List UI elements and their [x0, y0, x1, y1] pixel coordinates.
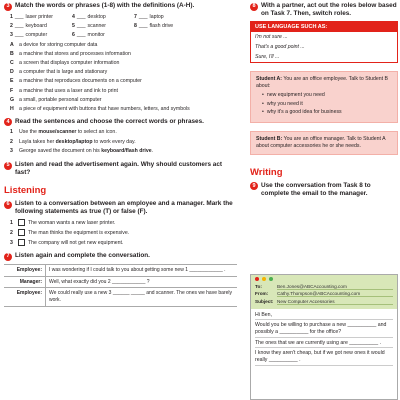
word-item [134, 14, 196, 20]
task-number-badge: 5 [4, 162, 12, 170]
student-a-label: Student A: [256, 76, 283, 82]
word-text: monitor [87, 31, 105, 38]
from-field[interactable]: Cathy.Thompson@ABCAccounting.com [277, 291, 393, 297]
answer-checkbox[interactable] [18, 229, 25, 236]
conversation-row [4, 288, 237, 307]
student-a-text: You are an office employee. Talk to Student B about: [256, 76, 388, 90]
subject-label: Subject: [255, 298, 274, 304]
email-titlebar [251, 275, 397, 283]
definition-text: a computer that is large and stationary [19, 69, 108, 76]
phrase: That's a good point ... [255, 44, 305, 50]
use-language-box [250, 21, 398, 63]
word-blank[interactable]: ___ [76, 31, 86, 38]
definition-letter: B [10, 50, 14, 57]
student-b-label: Student B: [256, 135, 283, 142]
task-number-badge: 6 [4, 201, 12, 209]
maximize-dot-icon[interactable] [269, 277, 273, 281]
word-text: flash drive [149, 22, 174, 29]
word-item [134, 23, 196, 29]
task-number-badge: 7 [4, 253, 12, 261]
definition-letter: G [10, 96, 15, 103]
task-7-heading [4, 252, 237, 261]
email-headers [251, 283, 397, 309]
word-blank[interactable]: ___ [14, 31, 24, 38]
true-false-list [4, 219, 237, 246]
definition-text: a device for storing computer data [19, 41, 98, 48]
word-blank[interactable]: ___ [14, 13, 24, 20]
answer-checkbox[interactable] [18, 219, 25, 226]
bullet-item: • why you need it [262, 101, 392, 108]
student-b-box [250, 131, 398, 155]
task-number-badge: 9 [250, 182, 258, 190]
definition-list [10, 42, 237, 113]
email-window [250, 274, 398, 400]
task-8-heading [250, 2, 398, 18]
bullet-item: • why it's a good idea for business [262, 109, 392, 116]
word-number: 4 [72, 13, 75, 20]
task-3-heading [4, 2, 237, 11]
sentence-post: . [151, 148, 154, 154]
statement-number: 1 [10, 219, 13, 226]
task-title: Listen to a conversation between an employee and a manager. Mark the following statements as true (T) or false (F). [15, 200, 233, 216]
task-title: Read the sentences and choose the correct words or phrases. [15, 117, 204, 125]
word-item [72, 32, 134, 38]
speaker-label: Employee: [4, 288, 46, 306]
statement-text: The company will not get new equipment. [28, 239, 124, 246]
task-5-heading [4, 161, 237, 177]
definition-item [10, 60, 237, 67]
email-paragraph: Would you be willing to purchase a new __________ and possibly a __________ for the office? [255, 322, 393, 338]
definition-text: a screen that displays computer information [19, 59, 120, 66]
task-title: Use the conversation from Task 8 to complete the email to the manager. [261, 181, 371, 197]
speaker-line[interactable]: I was wondering if I could talk to you about getting some new 1 ____________ . [49, 266, 226, 273]
sentence-pre: Layla takes her [19, 138, 56, 145]
subject-field[interactable]: New Computer Accessories [277, 299, 393, 305]
student-a-bullets [262, 92, 392, 116]
email-greeting: Hi Ben, [255, 312, 393, 320]
sentence-item [10, 139, 237, 146]
speaker-label: Manager: [4, 277, 46, 288]
definition-item [10, 42, 237, 49]
definition-letter: H [10, 105, 14, 112]
phrase: I'm not sure ... [255, 34, 288, 40]
statement-number: 3 [10, 239, 13, 246]
email-body[interactable] [251, 309, 397, 369]
word-blank[interactable]: ___ [76, 13, 86, 20]
left-column [4, 0, 237, 307]
bullet-item: • new equipment you need [262, 92, 392, 99]
word-item [10, 14, 72, 20]
sentence-pre: Use the [19, 129, 39, 136]
word-item [10, 23, 72, 29]
word-text: desktop [87, 13, 106, 20]
word-text: keyboard [25, 22, 47, 29]
word-blank[interactable]: ___ [138, 13, 148, 20]
task-title: Match the words or phrases (1-8) with the definitions (A-H). [15, 2, 195, 9]
speaker-label: Employee: [4, 265, 46, 276]
sentence-pre: George saved the document on his [19, 148, 102, 154]
from-label: From: [255, 291, 269, 297]
word-grid [10, 14, 237, 38]
sentence-choice[interactable]: desktop/laptop [55, 138, 93, 145]
sentence-list [10, 129, 237, 155]
student-b-text: You are an office manager. Talk to Student A about computer accessories he or she needs. [256, 135, 386, 149]
use-language-header: USE LANGUAGE SUCH AS: [251, 22, 397, 32]
phrase: Sure, I'll ... [255, 54, 280, 60]
definition-letter: F [10, 87, 14, 94]
definition-item [10, 88, 237, 95]
word-text: scanner [87, 22, 107, 29]
sentence-post: to work every day. [92, 138, 136, 145]
sentence-choice[interactable]: keyboard/flash drive [101, 148, 152, 154]
word-number: 5 [72, 22, 75, 29]
task-number-badge: 3 [4, 3, 12, 11]
sentence-number: 1 [10, 129, 13, 136]
conversation-row [4, 277, 237, 289]
sentence-item [10, 129, 237, 136]
minimize-dot-icon[interactable] [262, 277, 266, 281]
word-number: 2 [10, 22, 13, 29]
sentence-post: to select an icon. [76, 129, 117, 136]
statement-number: 2 [10, 229, 13, 236]
definition-item [10, 51, 237, 58]
task-number-badge: 8 [250, 3, 258, 11]
word-blank[interactable]: ___ [14, 22, 24, 29]
definition-item [10, 106, 237, 113]
to-field[interactable]: Ben.Jones@ABCAccounting.com [277, 284, 393, 290]
student-a-box [250, 71, 398, 123]
close-dot-icon[interactable] [255, 277, 259, 281]
sentence-item [10, 148, 237, 155]
answer-checkbox[interactable] [18, 239, 25, 246]
word-text: computer [25, 31, 48, 38]
task-title: Listen again and complete the conversation. [15, 252, 150, 260]
word-number: 6 [72, 31, 75, 38]
statement-text: The man thinks the equipment is expensive. [28, 229, 130, 236]
definition-text: a machine that uses a laser and ink to print [19, 87, 118, 94]
writing-heading: Writing [250, 166, 283, 178]
true-false-item [10, 229, 237, 236]
speaker-line[interactable]: We could really use a new 3 ______ _____ and scanner. The ones we have barely work. [49, 290, 232, 304]
to-label: To: [255, 284, 262, 289]
task-number-badge: 4 [4, 118, 12, 126]
word-number: 1 [10, 13, 13, 20]
email-paragraph: I know they aren't cheap, but if we got new ones it would really __________ . [255, 350, 393, 366]
true-false-item [10, 239, 237, 246]
word-item [10, 32, 72, 38]
task-6-heading [4, 200, 237, 216]
sentence-number: 3 [10, 148, 13, 154]
word-number: 7 [134, 13, 137, 20]
word-blank[interactable]: ___ [76, 22, 86, 29]
definition-text: a small, portable personal computer [19, 96, 102, 103]
word-item [72, 14, 134, 20]
task-title: With a partner, act out the roles below based on Task 7. Then, switch roles. [261, 2, 397, 17]
sentence-choice[interactable]: mouse/scanner [38, 129, 77, 136]
word-item [72, 23, 134, 29]
definition-item [10, 97, 237, 104]
definition-letter: A [10, 41, 14, 48]
email-paragraph: The ones that we are currently using are __________ . [255, 340, 393, 348]
conversation-row [4, 265, 237, 277]
conversation-table [4, 264, 237, 307]
task-4-heading [4, 118, 237, 127]
definition-letter: E [10, 78, 14, 85]
definition-letter: D [10, 69, 14, 76]
definition-letter: C [10, 59, 14, 66]
word-number: 3 [10, 31, 13, 38]
right-column [250, 0, 398, 198]
task-9-heading [250, 182, 398, 198]
definition-text: a piece of equipment with buttons that have numbers, letters, and symbols [19, 105, 190, 112]
definition-text: a machine that reproduces documents on a computer [19, 78, 142, 85]
speaker-line[interactable]: Well, what exactly did you 2 ____________ ? [49, 278, 150, 285]
word-text: laser printer [25, 13, 53, 20]
word-blank[interactable]: ___ [138, 22, 148, 29]
sentence-number: 2 [10, 138, 13, 145]
definition-item [10, 69, 237, 76]
task-title: Listen and read the advertisement again. Why should customers act fast? [15, 161, 223, 177]
statement-text: The woman wants a new laser printer. [28, 219, 116, 226]
listening-heading: Listening [4, 185, 47, 197]
true-false-item [10, 219, 237, 226]
definition-text: a machine that stores and processes information [19, 50, 131, 57]
definition-item [10, 78, 237, 85]
word-number: 8 [134, 22, 137, 29]
word-text: laptop [149, 13, 164, 20]
